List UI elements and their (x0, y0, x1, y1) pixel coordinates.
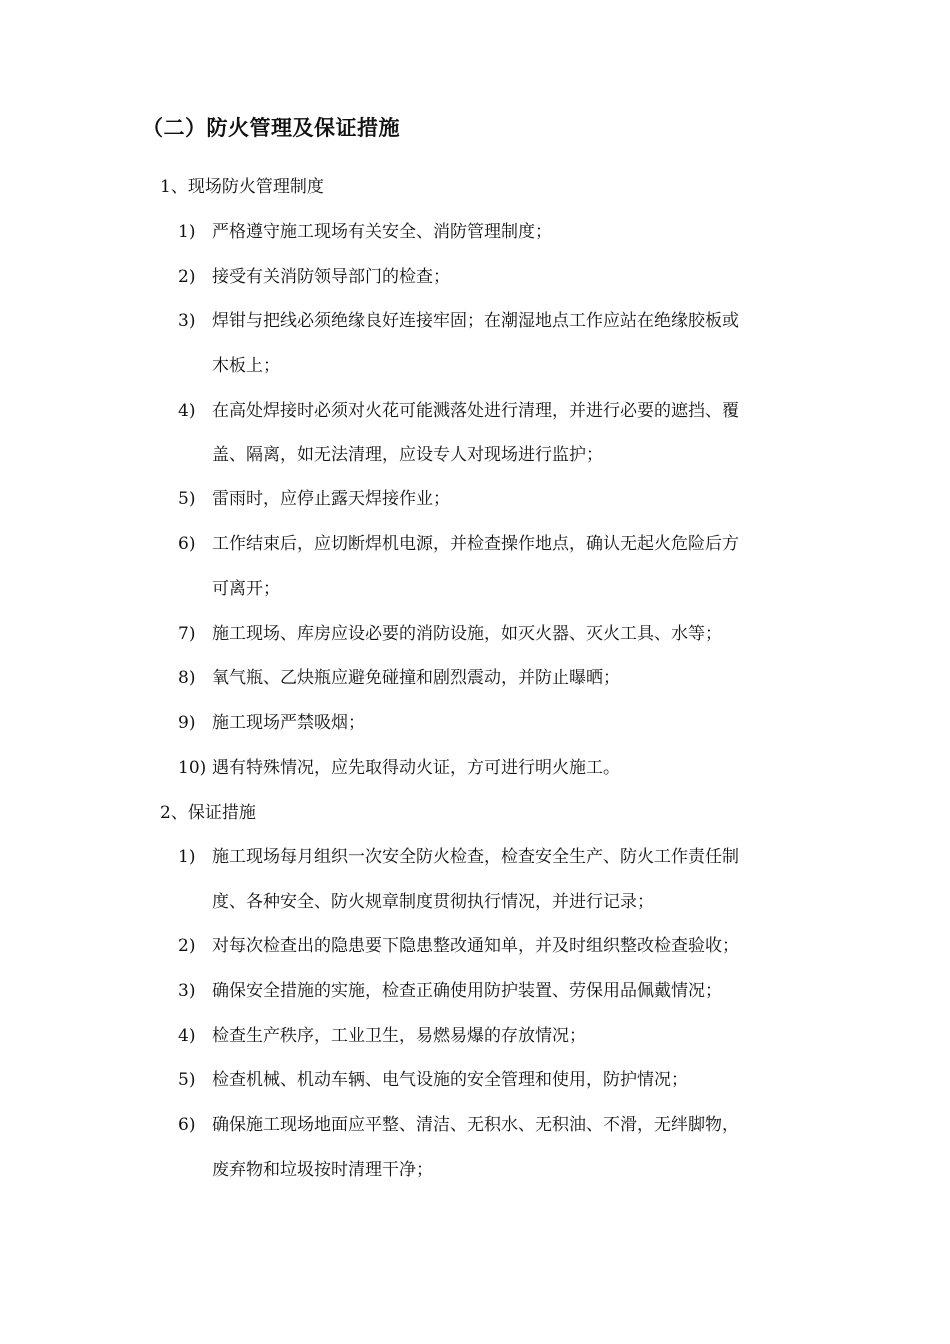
list-item (178, 663, 620, 688)
list-item (178, 976, 722, 1001)
list-item (178, 306, 739, 331)
item-text: 在高处焊接时必须对火花可能溅落处进行清理，并进行必要的遮挡、覆 (212, 401, 739, 421)
item-number: 1) (178, 847, 196, 867)
item-number: 2) (178, 936, 196, 956)
list-item (178, 753, 620, 778)
item-number: 3) (178, 981, 196, 1001)
item-text: 焊钳与把线必须绝缘良好连接牢固；在潮湿地点工作应站在绝缘胶板或 (212, 311, 739, 331)
item-text: 检查生产秩序，工业卫生，易燃易爆的存放情况； (212, 1026, 586, 1046)
item-number: 7) (178, 624, 196, 644)
item-number: 1) (178, 222, 196, 242)
item-number: 2) (178, 267, 196, 287)
item-text: 确保施工现场地面应平整、清洁、无积水、无积油、不滑，无绊脚物， (212, 1115, 739, 1135)
subsection-title-1: 1、现场防火管理制度 (160, 177, 324, 197)
item-text: 雷雨时，应停止露天焊接作业； (212, 489, 450, 509)
list-item (178, 1065, 688, 1090)
item-text: 氧气瓶、乙炔瓶应避免碰撞和剧烈震动，并防止曝晒； (212, 668, 620, 688)
subsection-title-2: 2、保证措施 (160, 803, 256, 823)
list-item (178, 217, 552, 242)
item-text: 施工现场每月组织一次安全防火检查，检查安全生产、防火工作责任制 (212, 847, 739, 867)
list-item (178, 484, 450, 509)
list-item (178, 842, 739, 867)
item-number: 5) (178, 489, 196, 509)
item-number: 6) (178, 534, 196, 554)
list-item (178, 931, 739, 956)
item-text: 施工现场、库房应设必要的消防设施，如灭火器、灭火工具、水等； (212, 624, 722, 644)
item-number: 5) (178, 1070, 196, 1090)
item-text: 严格遵守施工现场有关安全、消防管理制度； (212, 222, 552, 242)
item-text: 工作结束后，应切断焊机电源，并检查操作地点，确认无起火危险后方 (212, 534, 739, 554)
list-item (178, 619, 722, 644)
item-text: 对每次检查出的隐患要下隐患整改通知单，并及时组织整改检查验收； (212, 936, 739, 956)
list-item (178, 1110, 739, 1135)
item-text-continued: 可离开； (212, 579, 280, 599)
item-text-continued: 度、各种安全、防火规章制度贯彻执行情况，并进行记录； (212, 892, 654, 912)
section-heading: （二）防火管理及保证措施 (142, 115, 400, 140)
list-item (178, 529, 739, 554)
item-text: 确保安全措施的实施，检查正确使用防护装置、劳保用品佩戴情况； (212, 981, 722, 1001)
item-text-continued: 木板上； (212, 356, 280, 376)
item-number: 8) (178, 668, 196, 688)
item-number: 4) (178, 1026, 196, 1046)
item-text: 施工现场严禁吸烟； (212, 713, 365, 733)
item-number: 4) (178, 401, 196, 421)
item-text: 检查机械、机动车辆、电气设施的安全管理和使用，防护情况； (212, 1070, 688, 1090)
item-number: 3) (178, 311, 196, 331)
item-number: 9) (178, 713, 196, 733)
item-text-continued: 废弃物和垃圾按时清理干净； (212, 1160, 433, 1180)
item-number: 6) (178, 1115, 196, 1135)
list-item (178, 262, 450, 287)
list-item (178, 396, 739, 421)
item-text: 接受有关消防领导部门的检查； (212, 267, 450, 287)
list-item (178, 1021, 586, 1046)
item-number: 10) (178, 758, 207, 778)
item-text: 遇有特殊情况，应先取得动火证，方可进行明火施工。 (212, 758, 620, 778)
item-text-continued: 盖、隔离，如无法清理，应设专人对现场进行监护； (212, 445, 603, 465)
list-item (178, 708, 365, 733)
